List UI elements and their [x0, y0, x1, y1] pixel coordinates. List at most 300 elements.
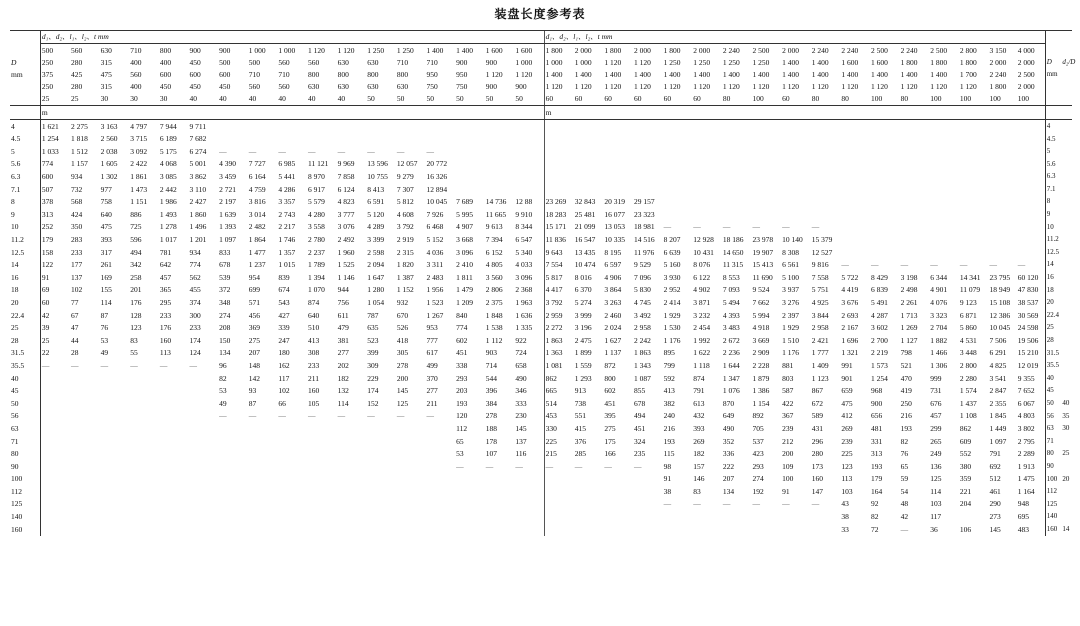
row-d-value-right: 12.5	[1045, 246, 1061, 259]
table-cell	[188, 435, 218, 448]
table-cell: —	[782, 222, 790, 232]
row-d-value-right: 5	[1045, 145, 1061, 158]
table-cell: 16 077	[604, 209, 625, 219]
table-cell	[218, 120, 248, 133]
table-cell: 278	[396, 360, 409, 370]
table-cell: 1 510	[782, 335, 799, 345]
table-cell: 9 279	[396, 172, 414, 182]
table-cell	[70, 485, 100, 498]
table-cell: —	[752, 499, 760, 509]
table-cell	[129, 460, 159, 473]
table-cell: 24 598	[1017, 323, 1039, 333]
table-cell: 38	[663, 486, 672, 496]
table-cell: 42	[41, 310, 50, 320]
table-cell	[633, 473, 663, 486]
table-cell: 1 929	[663, 310, 681, 320]
table-cell: 870	[722, 398, 735, 408]
table-cell	[485, 158, 515, 171]
table-cell	[751, 208, 781, 221]
table-cell	[366, 473, 396, 486]
row-ratio-value: 25	[1062, 449, 1070, 458]
table-cell	[574, 523, 604, 536]
table-cell: 551	[574, 411, 586, 421]
table-cell	[100, 422, 130, 435]
table-cell: 840	[456, 310, 468, 320]
table-cell	[870, 158, 900, 171]
table-cell: 5 994	[752, 310, 770, 320]
table-cell: 7 506	[989, 335, 1007, 345]
table-cell: 137	[515, 436, 527, 446]
table-cell: 617	[426, 348, 438, 358]
table-cell	[929, 158, 959, 171]
table-cell: 54	[900, 486, 909, 496]
table-cell	[100, 498, 130, 511]
table-cell: 6 067	[1017, 398, 1035, 408]
header-value-cell: 1 400	[870, 69, 888, 79]
table-cell	[544, 158, 574, 171]
table-cell: 3 311	[426, 260, 444, 270]
table-cell	[40, 523, 70, 536]
table-cell: 552	[959, 449, 972, 459]
table-cell	[129, 422, 159, 435]
table-cell: 152	[367, 398, 379, 408]
table-cell: 674	[278, 285, 290, 295]
table-cell: 23 795	[989, 272, 1011, 282]
table-cell	[722, 145, 752, 158]
table-cell: 225	[841, 449, 853, 459]
table-cell: 602	[456, 335, 468, 345]
table-cell: 117	[278, 373, 290, 383]
row-ratio-value	[1061, 460, 1072, 473]
row-d-value-right: 22.4	[1045, 309, 1061, 322]
table-cell	[722, 196, 752, 209]
table-cell: 204	[959, 499, 972, 509]
table-cell: 537	[752, 436, 764, 446]
table-cell	[248, 133, 278, 146]
table-cell	[70, 410, 100, 423]
header-value-cell: 2 240	[900, 45, 918, 55]
table-cell: 1 280	[367, 285, 385, 295]
table-cell: 6 124	[337, 184, 355, 194]
table-cell: 1 899	[574, 348, 592, 358]
table-cell	[40, 511, 70, 524]
table-cell: 3 014	[248, 209, 266, 219]
table-cell: 177	[70, 260, 83, 270]
table-cell	[988, 133, 1016, 146]
table-cell: 6 164	[248, 172, 266, 182]
header-value-cell: 50	[396, 93, 426, 106]
table-cell: —	[515, 461, 523, 471]
table-cell	[159, 498, 189, 511]
table-cell: 5 152	[426, 235, 444, 245]
table-cell	[514, 171, 544, 184]
header-value-cell: 1 800	[544, 44, 574, 57]
table-cell: 265	[930, 436, 942, 446]
header-right-ratio	[1061, 69, 1072, 81]
header-right-ratio	[1061, 93, 1072, 106]
table-cell	[218, 460, 248, 473]
table-cell: 208	[219, 323, 231, 333]
table-cell: 2 167	[841, 323, 859, 333]
table-cell: 60 120	[1017, 272, 1039, 282]
header-value-cell: 1 800	[663, 45, 681, 55]
header-value-cell: 2 000	[693, 45, 711, 55]
table-row	[10, 347, 1072, 360]
table-cell: 1 811	[456, 272, 473, 282]
table-cell: 968	[870, 386, 883, 396]
table-cell: 53	[100, 335, 109, 345]
table-cell: 14 736	[485, 197, 507, 207]
table-cell	[70, 460, 100, 473]
header-value-cell: 2 000	[1017, 82, 1035, 92]
header-value-cell: 1 250	[396, 45, 414, 55]
row-d-value-right: 4	[1045, 120, 1061, 133]
header-right-ratio	[1061, 81, 1072, 93]
table-cell: 12 527	[811, 247, 833, 257]
table-cell: 602	[604, 386, 616, 396]
header-value-cell: 100	[929, 93, 959, 106]
table-cell: 1 493	[159, 209, 177, 219]
table-cell: 150	[219, 335, 231, 345]
table-cell: —	[693, 222, 701, 232]
table-cell: 82	[900, 436, 909, 446]
table-cell: 13 596	[367, 159, 388, 169]
header-value-cell: 2 240	[989, 69, 1007, 79]
table-cell	[1017, 145, 1045, 158]
table-cell: —	[337, 146, 346, 156]
table-cell	[514, 485, 544, 498]
table-cell: 3 715	[130, 134, 148, 144]
table-cell: 283	[70, 235, 83, 245]
table-cell: 642	[159, 260, 172, 270]
table-cell: —	[633, 461, 642, 471]
table-cell	[218, 498, 248, 511]
table-cell: 9 524	[752, 285, 770, 295]
table-cell: 7 096	[633, 272, 651, 282]
table-cell	[751, 183, 781, 196]
table-cell	[544, 511, 574, 524]
table-cell	[277, 460, 307, 473]
table-cell	[692, 511, 722, 524]
table-cell: 1 696	[841, 335, 859, 345]
table-cell: 12 019	[1017, 360, 1039, 370]
table-cell: 1 154	[752, 398, 770, 408]
header-value-cell: 100	[988, 93, 1016, 106]
table-cell	[514, 498, 544, 511]
table-cell: 2 460	[604, 310, 622, 320]
table-cell: 13 435	[574, 247, 596, 257]
table-cell	[337, 485, 367, 498]
table-cell: 413	[307, 335, 320, 345]
table-cell	[633, 511, 663, 524]
table-cell: 145	[515, 423, 527, 433]
unit-row-corner	[10, 106, 40, 120]
header-value-cell: 315	[100, 82, 112, 92]
table-cell	[574, 485, 604, 498]
table-cell: 1 559	[574, 360, 592, 370]
table-cell: —	[70, 360, 79, 370]
table-cell	[485, 145, 515, 158]
table-cell: 23 323	[633, 209, 655, 219]
header-value-cell: 375	[41, 69, 54, 79]
table-cell: 4 286	[278, 184, 296, 194]
header-value-cell: 1 120	[811, 82, 829, 92]
table-cell: 269	[693, 436, 705, 446]
table-cell: 240	[663, 411, 675, 421]
table-cell: 2 397	[782, 310, 799, 320]
table-cell	[751, 196, 781, 209]
table-cell: 5 860	[959, 323, 977, 333]
table-cell: 117	[930, 512, 942, 522]
table-cell	[544, 523, 574, 536]
table-cell	[70, 372, 100, 385]
table-cell	[307, 473, 337, 486]
table-cell: 18 981	[633, 222, 655, 232]
table-cell: 3 937	[782, 285, 799, 295]
row-d-value: 5	[10, 145, 40, 158]
table-cell: 309	[367, 360, 379, 370]
table-cell: 76	[100, 323, 109, 333]
header-value-cell: 250	[41, 57, 54, 67]
table-cell: 11 690	[752, 272, 773, 282]
table-cell: —	[722, 499, 731, 509]
table-cell: 1 146	[337, 272, 355, 282]
header-value-cell: 40	[188, 93, 218, 106]
table-row	[10, 359, 1072, 372]
table-cell	[781, 133, 811, 146]
table-cell: 692	[989, 461, 1001, 471]
table-cell: 791	[693, 386, 705, 396]
table-cell: 157	[693, 461, 705, 471]
table-cell	[870, 208, 900, 221]
table-cell	[840, 133, 870, 146]
table-cell: 275	[248, 335, 260, 345]
unit-right-blank	[1045, 106, 1061, 120]
table-cell	[366, 448, 396, 461]
table-cell: 589	[811, 411, 823, 421]
table-cell: 2 780	[307, 235, 325, 245]
table-cell	[248, 485, 278, 498]
row-d-value: 4	[10, 120, 40, 133]
header-value-cell: 60	[781, 93, 811, 106]
table-cell: 913	[574, 386, 586, 396]
table-cell: 1 087	[633, 373, 651, 383]
table-cell: 934	[70, 172, 83, 182]
table-cell: 49	[219, 398, 227, 408]
header-value-cell: 1 120	[841, 82, 859, 92]
table-cell: 10 755	[367, 172, 388, 182]
table-cell	[870, 120, 900, 133]
table-cell	[159, 435, 189, 448]
table-cell: —	[989, 260, 997, 270]
table-cell	[544, 171, 574, 184]
row-ratio-value	[1061, 296, 1072, 309]
table-cell	[40, 397, 70, 410]
table-cell	[307, 435, 337, 448]
table-cell: 4 823	[337, 197, 355, 207]
table-cell: 338	[456, 360, 468, 370]
table-cell: 48	[900, 499, 909, 509]
table-cell: 382	[663, 398, 675, 408]
table-cell	[337, 523, 367, 536]
table-cell: 112	[456, 423, 468, 433]
table-cell: 872	[604, 360, 616, 370]
table-cell	[396, 523, 426, 536]
table-cell: 1 475	[1017, 474, 1035, 484]
table-cell: 87	[100, 310, 109, 320]
table-row	[10, 385, 1072, 398]
table-row	[10, 334, 1072, 347]
table-cell: 1 164	[1017, 486, 1035, 496]
table-cell: —	[930, 260, 938, 270]
header-value-cell: 1 400	[782, 57, 799, 67]
row-ratio-value	[1061, 372, 1072, 385]
table-cell: 1 863	[544, 334, 574, 347]
table-row	[10, 145, 1072, 158]
table-cell: 393	[693, 423, 705, 433]
table-cell	[514, 473, 544, 486]
row-d-value: 35.5	[10, 359, 40, 372]
header-value-cell: 1 400	[663, 69, 681, 79]
header-value-cell: 560	[248, 82, 260, 92]
table-cell	[485, 183, 515, 196]
table-cell: 977	[100, 184, 112, 194]
table-cell	[159, 410, 189, 423]
table-cell: 145	[396, 386, 409, 396]
table-cell	[218, 485, 248, 498]
table-cell	[633, 498, 663, 511]
table-cell: 3 802	[1017, 423, 1035, 433]
table-cell: 10 045	[426, 197, 448, 207]
table-cell	[218, 422, 248, 435]
table-cell	[337, 498, 367, 511]
table-cell: 162	[278, 360, 290, 370]
row-d-value: 16	[10, 271, 40, 284]
table-cell: 2 368	[515, 285, 533, 295]
table-cell: 475	[100, 222, 112, 232]
table-cell: 207	[248, 348, 260, 358]
table-cell: 507	[41, 184, 54, 194]
table-cell: 2 237	[307, 247, 325, 257]
table-cell	[455, 511, 485, 524]
table-cell: 229	[367, 373, 379, 383]
header-value-cell: 1 400	[604, 69, 622, 79]
header-value-cell: 800	[159, 45, 172, 55]
table-cell	[603, 498, 633, 511]
header-value-cell: 60	[574, 93, 604, 106]
table-cell: 7 554	[544, 259, 574, 272]
table-cell: 313	[870, 449, 883, 459]
table-cell: 5 579	[307, 197, 325, 207]
table-cell: 1 639	[219, 209, 236, 219]
row-d-value-right: 71	[1045, 435, 1061, 448]
table-cell	[100, 435, 130, 448]
header-value-cell: 630	[337, 82, 349, 92]
row-d-value-right: 90	[1045, 460, 1061, 473]
table-cell: 233	[189, 323, 201, 333]
header-value-cell: 100	[870, 93, 900, 106]
table-cell: 1 054	[367, 297, 385, 307]
header-value-cell: 1 120	[752, 82, 770, 92]
header-value-cell: 80	[900, 93, 930, 106]
table-cell: 1 986	[159, 197, 177, 207]
table-cell: 596	[130, 235, 142, 245]
table-cell: 1 357	[278, 247, 296, 257]
header-value-cell: 60	[692, 93, 722, 106]
row-d-value: 8	[10, 196, 40, 209]
table-cell: 2 847	[989, 386, 1007, 396]
table-cell: 116	[515, 449, 527, 459]
table-cell	[425, 498, 455, 511]
header-dimensions-right: d₁、d₂、l₁、l₂、t mm	[544, 31, 1045, 44]
table-cell	[929, 183, 959, 196]
table-cell	[811, 158, 841, 171]
table-cell: 44	[70, 335, 79, 345]
table-cell: 3 092	[130, 146, 148, 156]
table-cell: 781	[159, 247, 172, 257]
table-cell: 376	[574, 436, 586, 446]
table-cell	[485, 120, 515, 133]
table-cell: 3 198	[900, 272, 918, 282]
header-value-cell: 600	[219, 69, 231, 79]
table-cell: 2 672	[722, 335, 740, 345]
table-cell: 369	[248, 323, 260, 333]
table-cell	[900, 145, 930, 158]
row-d-value: 125	[10, 498, 40, 511]
table-cell: 188	[485, 423, 497, 433]
table-cell	[277, 435, 307, 448]
header-value-cell: 1 800	[900, 57, 918, 67]
table-cell	[159, 473, 189, 486]
table-cell: 12 88	[515, 197, 533, 207]
table-cell: 14 516	[633, 235, 655, 245]
row-d-value-right: 5.6	[1045, 158, 1061, 171]
table-row	[10, 448, 1072, 461]
table-cell: 774	[189, 260, 201, 270]
table-cell: 275	[604, 423, 616, 433]
table-cell	[188, 498, 218, 511]
header-d-label-cell: mm	[10, 69, 40, 81]
table-cell: 1 033	[41, 146, 59, 156]
table-cell	[781, 171, 811, 184]
table-cell	[248, 120, 278, 133]
table-cell	[959, 511, 989, 524]
table-cell: 2 422	[130, 159, 148, 169]
table-cell: 67	[70, 310, 79, 320]
table-cell: 1 605	[100, 159, 118, 169]
table-cell	[514, 158, 544, 171]
table-cell	[425, 460, 455, 473]
table-cell: 137	[70, 272, 83, 282]
table-row	[10, 473, 1072, 486]
table-cell	[811, 183, 841, 196]
table-cell	[751, 158, 781, 171]
table-cell: 215	[544, 448, 574, 461]
table-cell: 4 036	[426, 247, 444, 257]
table-cell	[692, 523, 722, 536]
table-cell: 3 560	[485, 272, 503, 282]
table-cell	[663, 196, 693, 209]
table-cell: 182	[693, 449, 705, 459]
table-cell	[633, 171, 663, 184]
table-cell: —	[811, 499, 820, 509]
table-cell: 176	[130, 297, 142, 307]
table-cell	[1017, 208, 1045, 221]
table-cell: 10 335	[604, 235, 625, 245]
table-cell	[218, 473, 248, 486]
table-cell: 1 963	[515, 297, 533, 307]
table-row	[10, 485, 1072, 498]
